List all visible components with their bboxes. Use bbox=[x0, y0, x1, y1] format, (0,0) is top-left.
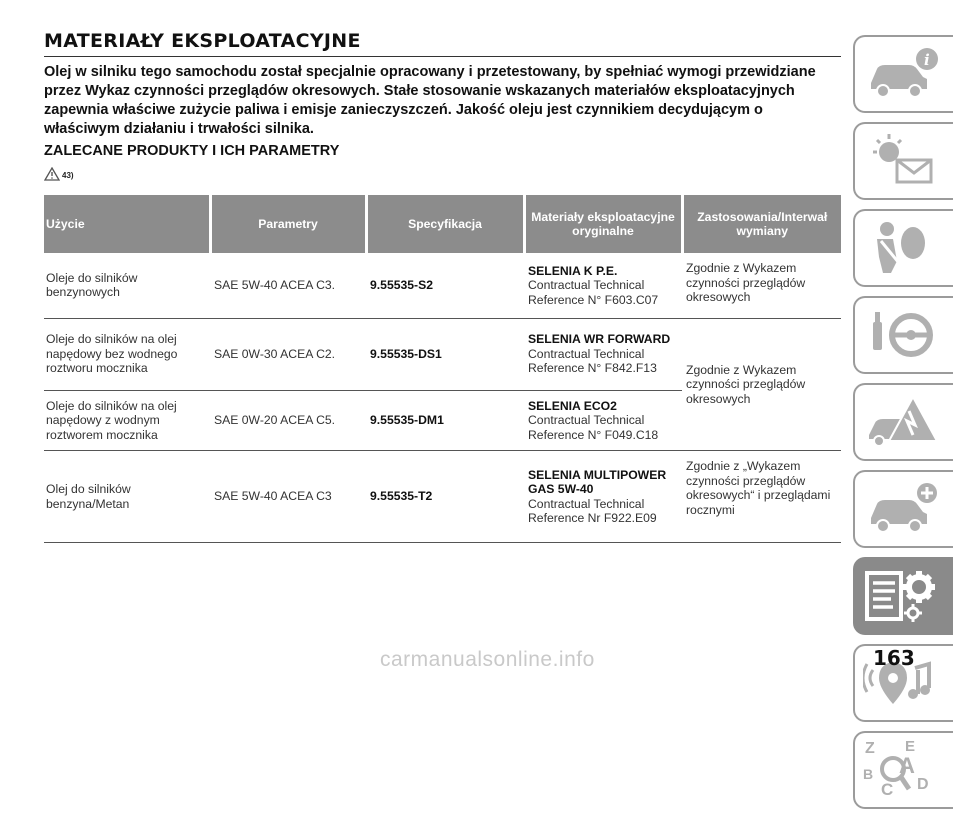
svg-text:D: D bbox=[917, 776, 929, 793]
chapter-sidebar bbox=[853, 35, 960, 818]
breakdown-icon bbox=[863, 391, 943, 453]
table-row bbox=[44, 253, 841, 318]
product-name: SELENIA MULTIPOWER GAS 5W-40 bbox=[528, 467, 667, 496]
row-spec: 9.55535-S2 bbox=[366, 253, 524, 318]
svg-text:A: A bbox=[899, 753, 915, 778]
svg-text:E: E bbox=[905, 739, 916, 755]
product-reference: Contractual Technical Reference N° F049.C18 bbox=[528, 413, 659, 442]
products-table bbox=[44, 195, 841, 543]
row-use: Olej do silników benzyna/Metan bbox=[44, 451, 210, 543]
tab-car-info[interactable] bbox=[853, 35, 953, 113]
header-original-materials: Materiały eksploatacyjne oryginalne bbox=[524, 195, 682, 253]
watermark: carmanualsonline.info bbox=[380, 648, 595, 671]
tab-safety[interactable] bbox=[853, 209, 953, 287]
section-title: MATERIAŁY EKSPLOATACYJNE bbox=[44, 30, 841, 57]
product-reference: Contractual Technical Reference N° F842.F13 bbox=[528, 346, 657, 376]
row-spec: 9.55535-DS1 bbox=[366, 318, 524, 390]
row-product bbox=[524, 390, 682, 451]
technical-data-icon bbox=[863, 565, 947, 631]
header-parameters: Parametry bbox=[210, 195, 366, 253]
header-use: Użycie bbox=[44, 195, 210, 253]
tab-index[interactable] bbox=[853, 731, 953, 809]
tab-warning-lights[interactable] bbox=[853, 122, 953, 200]
header-specification: Specyfikacja bbox=[366, 195, 524, 253]
row-use: Oleje do silników na olej napędowy bez wodnego roztworu mocznika bbox=[44, 318, 210, 390]
intro-paragraph: Olej w silniku tego samochodu został specjalnie opracowany i przetestowany, by spełniać wymogi przewidziane przez Wykaz czynności przeglądów okresowych. Stałe stosowanie wskazanych materiałów eksploatacyjnych zapewnia właściwe zużycie paliwa i emisje zanieczyszczeń. Jakość oleju jest czynnikiem decydującym o właściwym działaniu i trwałości silnika. bbox=[44, 64, 816, 137]
key-steering-icon bbox=[863, 304, 943, 366]
table-row bbox=[44, 451, 841, 543]
row-params: SAE 0W-30 ACEA C2. bbox=[210, 318, 366, 390]
row-product bbox=[524, 253, 682, 318]
warning-lights-icon bbox=[863, 130, 943, 192]
row-use: Oleje do silników benzynowych bbox=[44, 253, 210, 318]
recommended-products-heading: ZALECANE PRODUKTY I ICH PARAMETRY bbox=[44, 143, 340, 159]
header-interval: Zastosowania/Interwał wymiany bbox=[682, 195, 841, 253]
row-spec: 9.55535-T2 bbox=[366, 451, 524, 543]
row-use: Oleje do silników na olej napędowy z wodnym roztworem mocznika bbox=[44, 390, 210, 451]
product-reference: Contractual Technical Reference Nr F922.E09 bbox=[528, 496, 657, 525]
row-params: SAE 5W-40 ACEA C3. bbox=[210, 253, 366, 318]
page-number: 163 bbox=[873, 646, 915, 670]
row-params: SAE 5W-40 ACEA C3 bbox=[210, 451, 366, 543]
row-params: SAE 0W-20 ACEA C5. bbox=[210, 390, 366, 451]
page-content bbox=[44, 30, 841, 543]
warning-icon bbox=[44, 167, 60, 181]
svg-text:Z: Z bbox=[865, 740, 875, 757]
row-product bbox=[524, 318, 682, 390]
row-spec: 9.55535-DM1 bbox=[366, 390, 524, 451]
row-interval: Zgodnie z Wykazem czynności przeglądów okresowych bbox=[682, 253, 841, 318]
svg-text:B: B bbox=[863, 766, 874, 782]
svg-text:C: C bbox=[881, 780, 894, 799]
tab-starting-driving[interactable] bbox=[853, 296, 953, 374]
row-interval: Zgodnie z „Wykazem czynności przeglądów okresowych“ i przeglądami rocznymi bbox=[682, 451, 841, 543]
product-reference: Contractual Technical Reference N° F603.C07 bbox=[528, 278, 659, 307]
table-row bbox=[44, 318, 841, 390]
car-maintenance-icon bbox=[863, 478, 943, 540]
warning-reference[interactable] bbox=[44, 161, 841, 181]
car-info-icon bbox=[863, 43, 943, 105]
warning-ref-number: 43) bbox=[62, 171, 74, 180]
safety-airbag-icon bbox=[863, 217, 943, 279]
tab-maintenance[interactable] bbox=[853, 470, 953, 548]
row-interval: Zgodnie z Wykazem czynności przeglądów okresowych bbox=[682, 318, 841, 451]
product-name: SELENIA WR FORWARD bbox=[528, 332, 671, 347]
tab-technical-data[interactable] bbox=[853, 557, 953, 635]
svg-text:i: i bbox=[924, 51, 930, 69]
product-name: SELENIA K P.E. bbox=[528, 263, 618, 278]
index-icon bbox=[863, 739, 943, 801]
tab-emergency[interactable] bbox=[853, 383, 953, 461]
table-header-row bbox=[44, 195, 841, 253]
row-product bbox=[524, 451, 682, 543]
product-name: SELENIA ECO2 bbox=[528, 398, 617, 413]
